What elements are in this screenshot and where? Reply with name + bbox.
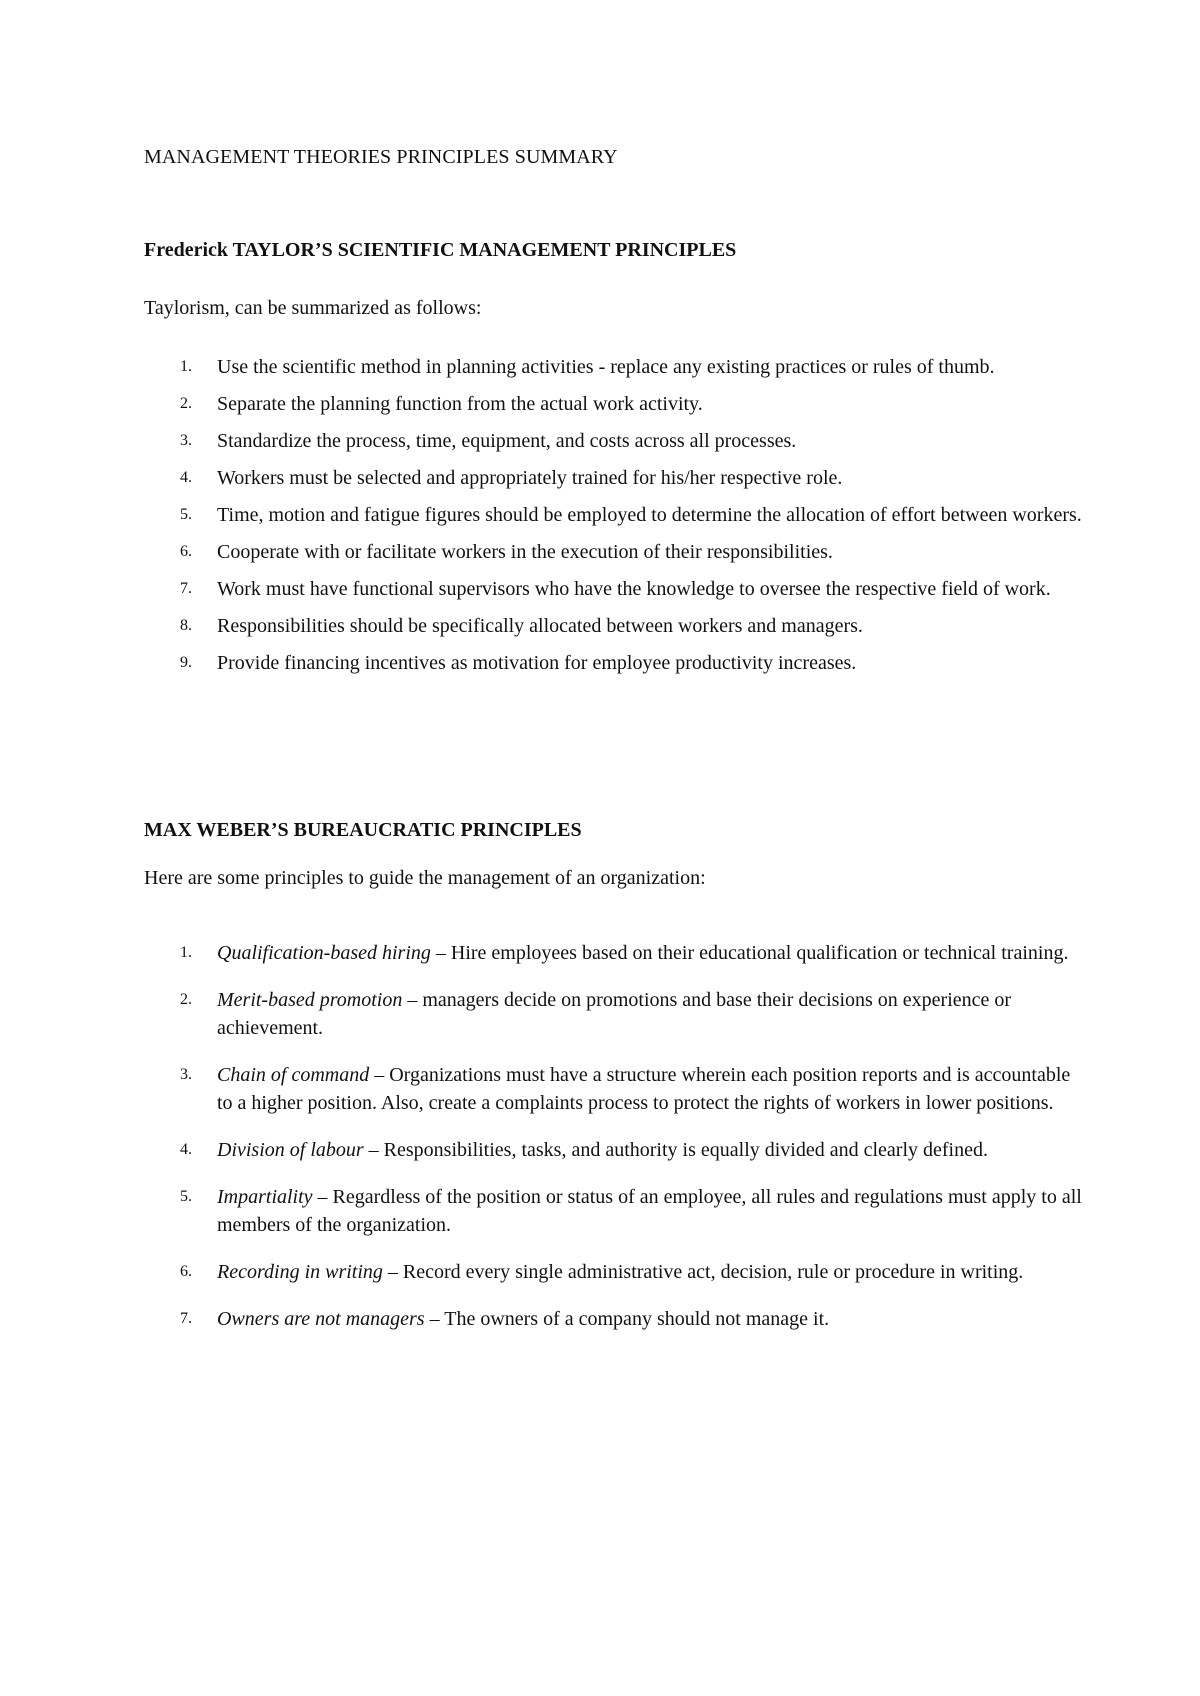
list-item [144, 390, 1084, 418]
list-number: 6. [180, 543, 192, 560]
list-number: 2. [180, 991, 192, 1008]
list-item [144, 939, 1084, 967]
principle-term: Chain of command [217, 1064, 370, 1086]
list-item-text: – Hire employees based on their educational qualification or technical training. [430, 942, 1069, 964]
list-item-text: – Organizations must have a structure wherein each position reports and is accountable to a higher position. Also, create a complaints process to protect the rights of workers in lower positions. [217, 1064, 1071, 1114]
list-item-text: Standardize the process, time, equipment, and costs across all processes. [217, 430, 797, 452]
list-item [144, 649, 1084, 677]
list-item [144, 1258, 1084, 1286]
list-item-text: Cooperate with or facilitate workers in the execution of their responsibilities. [217, 541, 833, 563]
list-item [144, 1136, 1084, 1164]
list-item-text: – managers decide on promotions and base their decisions on experience or achievement. [217, 989, 1012, 1039]
list-item-text: Use the scientific method in planning activities - replace any existing practices or rules of thumb. [217, 356, 995, 378]
list-number: 1. [180, 358, 192, 375]
list-item-text: Responsibilities should be specifically allocated between workers and managers. [217, 615, 863, 637]
taylor-intro: Taylorism, can be summarized as follows: [144, 297, 482, 319]
document-title: MANAGEMENT THEORIES PRINCIPLES SUMMARY [144, 146, 618, 168]
list-item [144, 1183, 1084, 1239]
list-item-text: Separate the planning function from the actual work activity. [217, 393, 703, 415]
principle-term: Owners are not managers [217, 1308, 425, 1330]
list-item [144, 538, 1084, 566]
list-number: 1. [180, 944, 192, 961]
list-number: 3. [180, 1066, 192, 1083]
list-item [144, 353, 1084, 381]
principle-term: Merit-based promotion [217, 989, 403, 1011]
list-number: 4. [180, 469, 192, 486]
list-item-text: Work must have functional supervisors who have the knowledge to oversee the respective field of work. [217, 578, 1051, 600]
list-number: 5. [180, 506, 192, 523]
list-number: 2. [180, 395, 192, 412]
list-item-text: Time, motion and fatigue figures should be employed to determine the allocation of effort between workers. [217, 504, 1082, 526]
list-item-text: – Record every single administrative act, decision, rule or procedure in writing. [382, 1261, 1024, 1283]
list-item [144, 986, 1084, 1042]
list-item-text: – Regardless of the position or status of an employee, all rules and regulations must apply to all members of the organization. [217, 1186, 1082, 1236]
list-number: 5. [180, 1188, 192, 1205]
taylor-principles-list [144, 353, 1084, 686]
list-item [144, 501, 1084, 529]
list-number: 8. [180, 617, 192, 634]
list-item [144, 612, 1084, 640]
list-number: 7. [180, 580, 192, 597]
principle-term: Impartiality [217, 1186, 313, 1208]
taylor-section-heading: Frederick TAYLOR’S SCIENTIFIC MANAGEMENT PRINCIPLES [144, 239, 737, 261]
list-number: 7. [180, 1310, 192, 1327]
list-item [144, 575, 1084, 603]
list-item [144, 427, 1084, 455]
list-number: 3. [180, 432, 192, 449]
list-number: 6. [180, 1263, 192, 1280]
weber-principles-list [144, 939, 1084, 1352]
list-item-text: Provide financing incentives as motivation for employee productivity increases. [217, 652, 857, 674]
list-item [144, 1305, 1084, 1333]
principle-term: Qualification-based hiring [217, 942, 431, 964]
list-item-text: – The owners of a company should not manage it. [424, 1308, 830, 1330]
list-item [144, 464, 1084, 492]
list-item [144, 1061, 1084, 1117]
weber-section-heading: MAX WEBER’S BUREAUCRATIC PRINCIPLES [144, 819, 582, 841]
list-number: 9. [180, 654, 192, 671]
list-item-text: – Responsibilities, tasks, and authority is equally divided and clearly defined. [363, 1139, 988, 1161]
principle-term: Recording in writing [217, 1261, 383, 1283]
weber-intro: Here are some principles to guide the management of an organization: [144, 867, 706, 889]
principle-term: Division of labour [217, 1139, 364, 1161]
list-item-text: Workers must be selected and appropriately trained for his/her respective role. [217, 467, 843, 489]
list-number: 4. [180, 1141, 192, 1158]
